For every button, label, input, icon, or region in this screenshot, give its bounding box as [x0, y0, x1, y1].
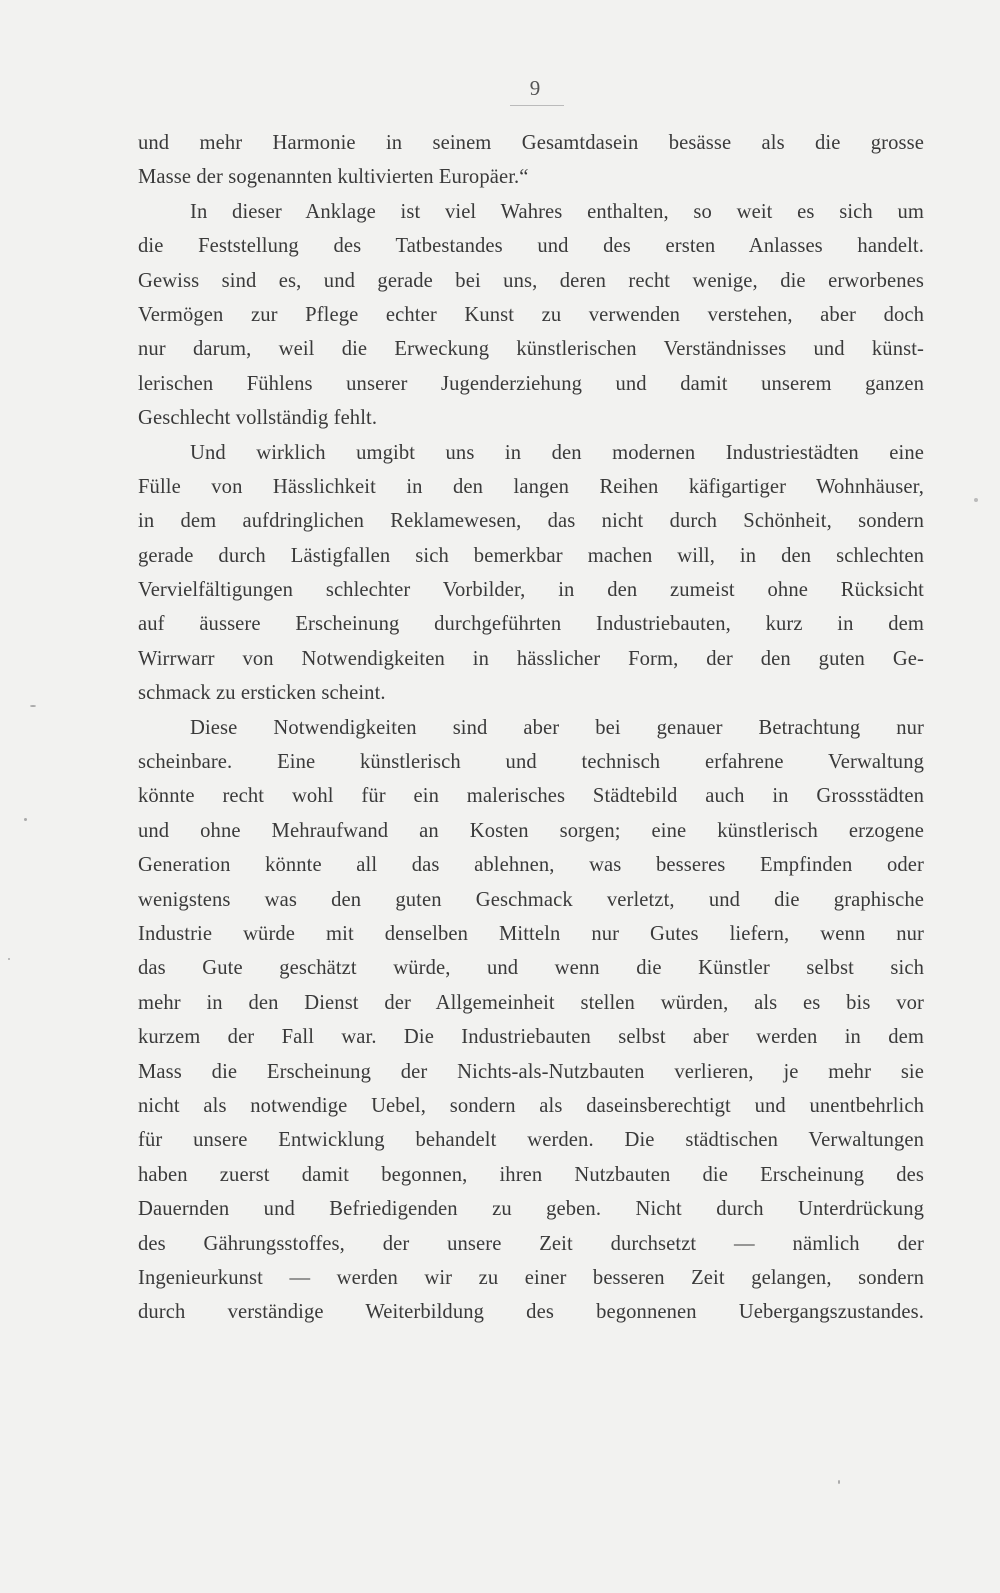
text-line: Industrie würde mit denselben Mitteln nur Gutes liefern, wenn nur	[138, 922, 924, 945]
text-line: scheinbare. Eine künstlerisch und technisch erfahrene Verwaltung	[138, 751, 924, 774]
text-line: des Gährungsstoffes, der unsere Zeit durchsetzt — nämlich der	[138, 1232, 924, 1255]
text-line: und mehr Harmonie in seinem Gesamtdasein besässe als die grosse	[138, 132, 924, 154]
text-line: Mass die Erscheinung der Nichts-als-Nutzbauten verlieren, je mehr sie	[138, 1060, 924, 1083]
text-line: Masse der sogenannten kultivierten Europäer.“	[138, 166, 529, 189]
text-line: Fülle von Hässlichkeit in den langen Reihen käfigartiger Wohnhäuser,	[138, 475, 924, 498]
text-line: haben zuerst damit begonnen, ihren Nutzbauten die Erscheinung des	[138, 1163, 924, 1186]
page-number: 9	[529, 76, 541, 100]
text-line: Vermögen zur Pflege echter Kunst zu verwenden verstehen, aber doch	[138, 303, 924, 326]
paper-speck	[838, 1480, 840, 1484]
paper-speck	[24, 818, 27, 821]
text-line: lerischen Fühlens unserer Jugenderziehung und damit unserem ganzen	[138, 372, 924, 395]
paper-speck	[30, 705, 36, 707]
text-line: das Gute geschätzt würde, und wenn die Künstler selbst sich	[138, 957, 924, 980]
text-line: mehr in den Dienst der Allgemeinheit stellen würden, als es bis vor	[138, 991, 924, 1014]
text-line: Geschlecht vollständig fehlt.	[138, 407, 378, 430]
text-line: Diese Notwendigkeiten sind aber bei genauer Betrachtung nur	[190, 716, 924, 739]
text-line: wenigstens was den guten Geschmack verletzt, und die graphische	[138, 888, 924, 911]
text-line: Vervielfältigungen schlechter Vorbilder, in den zumeist ohne Rücksicht	[138, 579, 924, 602]
page-number-rule	[510, 105, 564, 106]
text-line: könnte recht wohl für ein malerisches Städtebild auch in Grossstädten	[138, 785, 924, 808]
text-line: und ohne Mehraufwand an Kosten sorgen; eine künstlerisch erzogene	[138, 819, 924, 842]
paper-speck	[8, 958, 10, 960]
text-line: in dem aufdringlichen Reklamewesen, das nicht durch Schönheit, sondern	[138, 510, 924, 533]
paper-speck	[974, 498, 978, 502]
text-line: Gewiss sind es, und gerade bei uns, deren recht wenige, die erworbenes	[138, 269, 924, 292]
text-line: auf äussere Erscheinung durchgeführten Industriebauten, kurz in dem	[138, 613, 924, 636]
text-line: kurzem der Fall war. Die Industriebauten selbst aber werden in dem	[138, 1026, 924, 1049]
text-line: gerade durch Lästigfallen sich bemerkbar machen will, in den schlechten	[138, 544, 924, 567]
text-line: Generation könnte all das ablehnen, was besseres Empfinden oder	[138, 854, 924, 877]
text-line: Dauernden und Befriedigenden zu geben. Nicht durch Unterdrückung	[138, 1198, 924, 1221]
text-line: die Feststellung des Tatbestandes und des ersten Anlasses handelt.	[138, 235, 924, 258]
text-line: In dieser Anklage ist viel Wahres enthalten, so weit es sich um	[190, 200, 924, 223]
text-line: nur darum, weil die Erweckung künstlerischen Verständnisses und künst-	[138, 338, 924, 361]
text-line: Wirrwarr von Notwendigkeiten in hässlicher Form, der den guten Ge-	[138, 647, 924, 670]
text-line: Ingenieurkunst — werden wir zu einer besseren Zeit gelangen, sondern	[138, 1266, 924, 1289]
body-text	[138, 126, 924, 1330]
text-line: für unsere Entwicklung behandelt werden. Die städtischen Verwaltungen	[138, 1129, 924, 1152]
text-line: durch verständige Weiterbildung des begonnenen Uebergangszustandes.	[138, 1301, 924, 1324]
text-line: Und wirklich umgibt uns in den modernen Industriestädten eine	[190, 441, 924, 464]
text-line: schmack zu ersticken scheint.	[138, 682, 386, 705]
text-line: nicht als notwendige Uebel, sondern als daseinsberechtigt und unentbehrlich	[138, 1094, 924, 1117]
